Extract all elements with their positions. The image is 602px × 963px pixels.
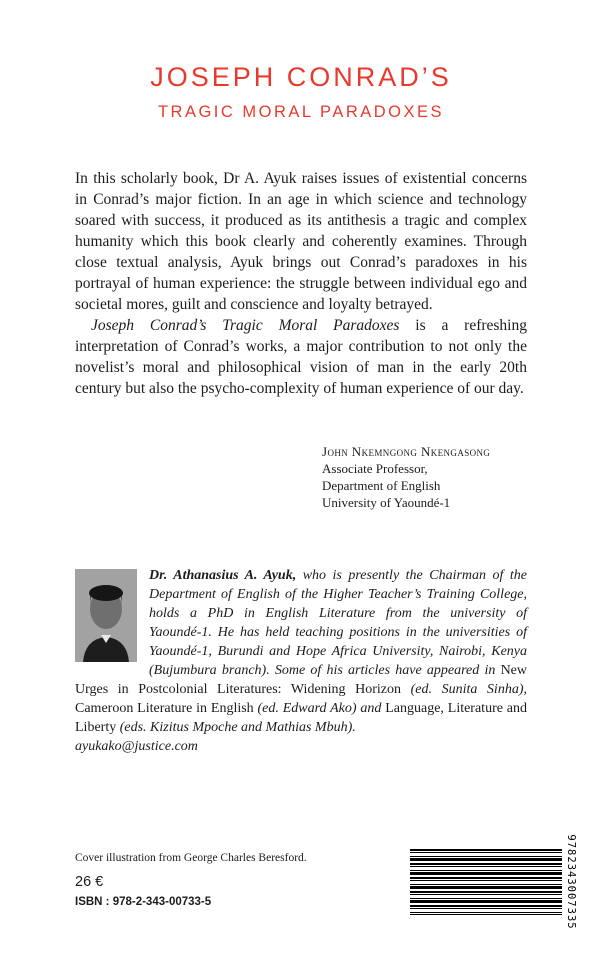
author-bio [75,566,527,756]
bio-author-name: Dr. Athanasius A. Ayuk, [149,568,297,583]
synopsis [75,168,527,399]
bio-work-title: Language, Literature and Liberty [75,701,527,735]
book-subtitle: TRAGIC MORAL PARADOXES [157,103,445,121]
synopsis-paragraph-2-rest: is a refreshing interpretation of Conrad’s works, a major contribution to not only the novelist’s moral and philosophical vision of man in the early 20th century but also the psycho-complexity of human experience of our day. [75,317,527,397]
barcode-number-strip [562,834,580,930]
bio-segment: (eds. Kizitus Mpoche and Mathias Mbuh). [119,720,356,735]
barcode-bars [410,849,562,915]
endorser-role: Associate Professor, [322,461,428,476]
endorser-university: University of Yaoundé-1 [322,495,451,510]
endorser-name: John Nkemngong Nkengasong [322,444,491,459]
author-photo [75,569,137,662]
synopsis-paragraph-2 [75,315,527,399]
bio-work-title: Cameroon Literature in English [75,701,258,716]
barcode-number: 9782343007335 [565,834,577,930]
author-email: ayukako@justice.com [75,739,198,754]
bio-segment: who is presently the Chairman of the Department of English of the Higher Teacher’s Training College, holds a PhD in English Literature from the university of Yaoundé-1. He has held teaching positions in the universities of Yaoundé-1, Burundi and Hope Africa University, Nairobi, Kenya (Bujumbura branch). Some of his articles have appeared in [149,568,527,678]
endorsement-block [322,443,490,511]
synopsis-paragraph-1: In this scholarly book, Dr A. Ayuk raises issues of existential concerns in Conrad’s major fiction. In an age in which science and technology soared with success, it produced as its antithesis a tragic and complex humanity which this book clearly and coherently examines. Through close textual analysis, Ayuk brings out Conrad’s paradoxes in his portrayal of human experience: the struggle between individual ego and societal mores, guilt and conscience and loyalty betrayed. [75,170,527,313]
endorser-department: Department of English [322,478,441,493]
bio-text [75,566,527,737]
cover-illustration-credit: Cover illustration from George Charles Beresford. [75,852,307,864]
barcode [408,834,580,930]
book-title: JOSEPH CONRAD’S [150,62,452,92]
price: 26 € [75,874,104,890]
bio-segment: (ed. Edward Ako) and [257,701,386,716]
synopsis-book-title: Joseph Conrad’s Tragic Moral Paradoxes [91,317,400,334]
isbn: ISBN : 978-2-343-00733-5 [75,896,212,908]
title-block [0,62,602,122]
bio-segment: (ed. Sunita Sinha), [410,682,527,697]
bio-work-title: New Urges in Postcolonial Literatures: Widening Horizon [75,663,527,697]
